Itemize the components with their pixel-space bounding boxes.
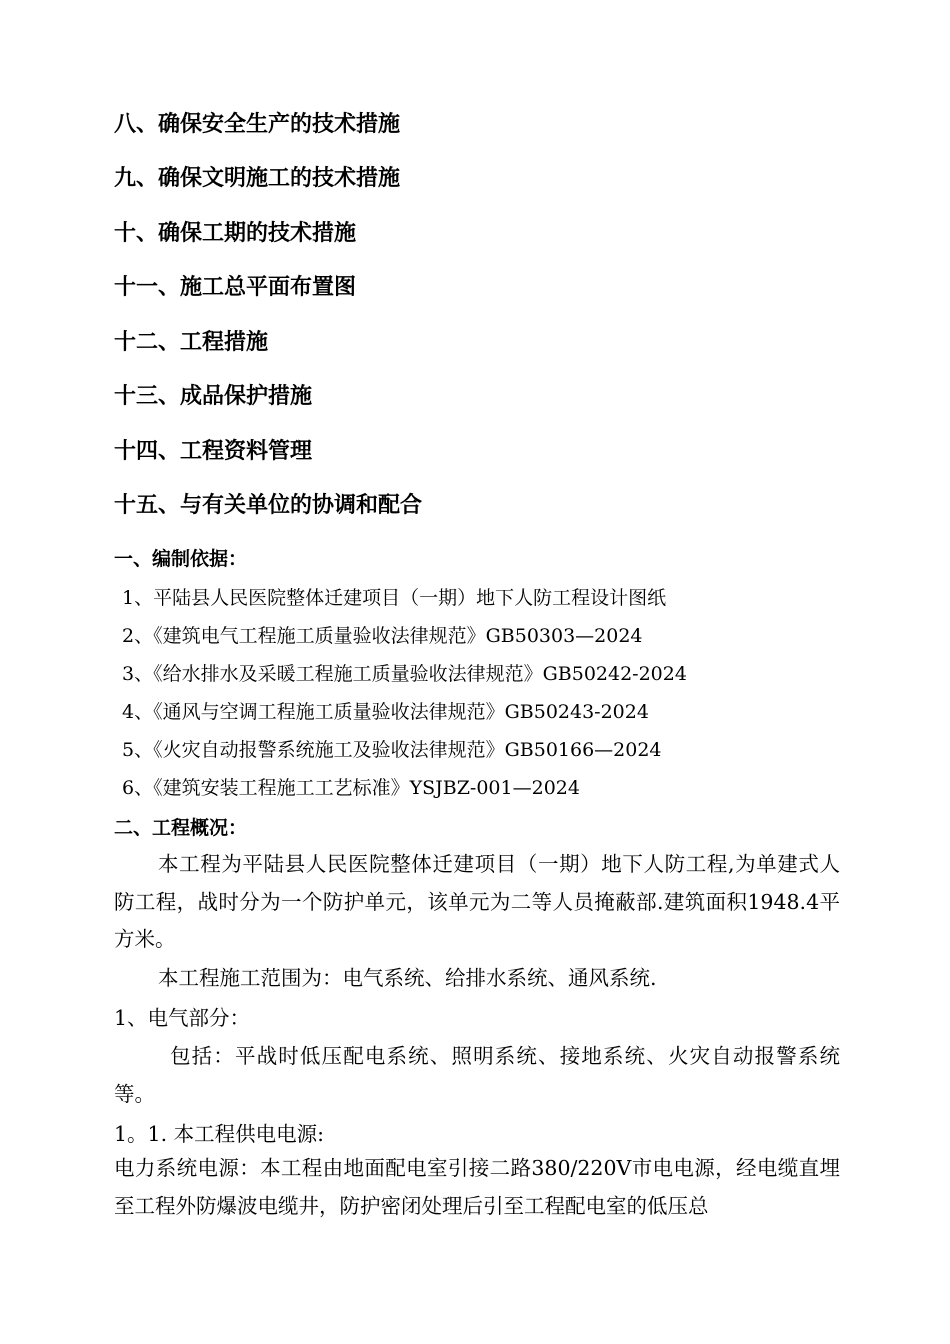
toc-item-12: 十二、工程措施 xyxy=(114,330,269,355)
power-system-paragraph: 电力系统电源：本工程由地面配电室引接二路380/220V市电电源，经电缆直埋至工程外防爆波电缆井，防护密闭处理后引至工程配电室的低压总 xyxy=(114,1156,840,1218)
reference-item: 3、《给水排水及采暖工程施工质量验收法律规范》GB50242-2024 xyxy=(122,663,687,685)
section-2-heading: 二、工程概况： xyxy=(114,817,248,839)
section-1-heading: 一、编制依据： xyxy=(114,548,248,570)
reference-item: 6、《建筑安装工程施工工艺标准》YSJBZ-001—2024 xyxy=(122,777,580,799)
reference-item: 1、平陆县人民医院整体迁建项目（一期）地下人防工程设计图纸 xyxy=(122,587,667,609)
reference-item: 5、《火灾自动报警系统施工及验收法律规范》GB50166—2024 xyxy=(122,739,662,761)
toc-item-10: 十、确保工期的技术措施 xyxy=(114,221,357,246)
reference-item: 4、《通风与空调工程施工质量验收法律规范》GB50243-2024 xyxy=(122,701,649,723)
overview-paragraph: 本工程为平陆县人民医院整体迁建项目（一期）地下人防工程,为单建式人防工程，战时分为一个防护单元，该单元为二等人员掩蔽部.建筑面积1948.4平方米。 xyxy=(114,852,840,951)
toc-item-11: 十一、施工总平面布置图 xyxy=(114,275,357,300)
toc-item-8: 八、确保安全生产的技术措施 xyxy=(114,112,401,137)
electrical-subheading: 1、电气部分： xyxy=(114,1006,251,1030)
electrical-paragraph: 包括：平战时低压配电系统、照明系统、接地系统、火灾自动报警系统等。 xyxy=(114,1044,840,1106)
toc-item-9: 九、确保文明施工的技术措施 xyxy=(114,166,401,191)
scope-paragraph: 本工程施工范围为：电气系统、给排水系统、通风系统. xyxy=(158,966,657,990)
power-source-subheading: 1。1. 本工程供电电源: xyxy=(114,1122,325,1146)
reference-item: 2、《建筑电气工程施工质量验收法律规范》GB50303—2024 xyxy=(122,625,643,647)
toc-item-15: 十五、与有关单位的协调和配合 xyxy=(114,493,423,518)
toc-item-13: 十三、成品保护措施 xyxy=(114,384,313,409)
toc-item-14: 十四、工程资料管理 xyxy=(114,439,313,464)
